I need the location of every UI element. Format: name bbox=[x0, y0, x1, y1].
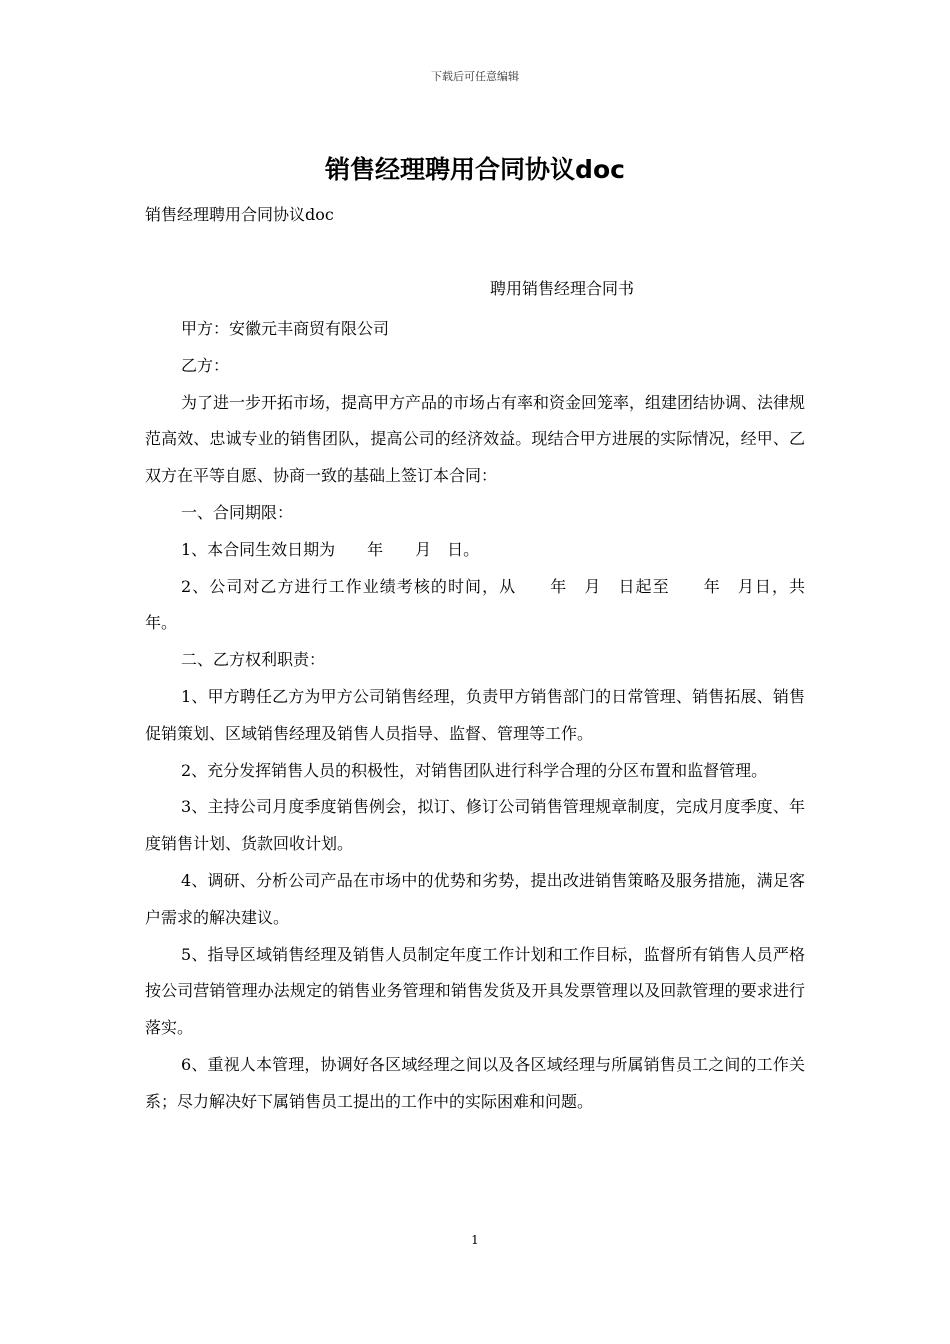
document-title: 销售经理聘用合同协议doc bbox=[325, 155, 625, 184]
contract-heading: 聘用销售经理合同书 bbox=[490, 279, 635, 298]
term-clause-2: 2、公司对乙方进行工作业绩考核的时间，从 年 月 日起至 年 月日，共 年。 bbox=[145, 576, 838, 633]
duty-clause-5: 5、指导区域销售经理及销售人员制定年度工作计划和工作目标，监督所有销售人员严格按公司营销管理办法规定的销售业务管理和销售发货及开具发票管理以及回款管理的要求进行落实。 bbox=[145, 944, 805, 1038]
section-heading-duties: 二、乙方权利职责： bbox=[181, 650, 326, 670]
duty-clause-2: 2、充分发挥销售人员的积极性，对销售团队进行科学合理的分区布置和监督管理。 bbox=[181, 760, 768, 780]
contract-body bbox=[145, 311, 838, 1121]
duty-clause-1: 1、甲方聘任乙方为甲方公司销售经理，负责甲方销售部门的日常管理、销售拓展、销售促销策划、区域销售经理及销售人员指导、监督、管理等工作。 bbox=[145, 686, 805, 743]
duty-clause-6: 6、重视人本管理，协调好各区域经理之间以及各区域经理与所属销售员工之间的工作关系；尽力解决好下属销售员工提出的工作中的实际困难和问题。 bbox=[145, 1054, 805, 1111]
preamble-paragraph: 为了进一步开拓市场，提高甲方产品的市场占有率和资金回笼率，组建团结协调、法律规范高效、忠诚专业的销售团队，提高公司的经济效益。现结合甲方进展的实际情况，经甲、乙双方在平等自愿、协商一致的基础上签订本合同： bbox=[145, 392, 806, 486]
duty-clause-3: 3、主持公司月度季度销售例会，拟订、修订公司销售管理规章制度，完成月度季度、年度销售计划、货款回收计划。 bbox=[145, 797, 805, 854]
document-subtitle: 销售经理聘用合同协议doc bbox=[145, 205, 334, 224]
page-number: 1 bbox=[471, 1233, 479, 1247]
party-a-line: 甲方：安徽元丰商贸有限公司 bbox=[181, 319, 390, 338]
page-header-note: 下载后可任意编辑 bbox=[431, 70, 519, 83]
section-heading-term: 一、合同期限： bbox=[181, 502, 294, 522]
party-b-line: 乙方： bbox=[181, 355, 230, 375]
term-clause-1: 1、本合同生效日期为 年 月 日。 bbox=[181, 539, 480, 559]
duty-clause-4: 4、调研、分析公司产品在市场中的优势和劣势，提出改进销售策略及服务措施，满足客户需求的解决建议。 bbox=[145, 870, 805, 927]
